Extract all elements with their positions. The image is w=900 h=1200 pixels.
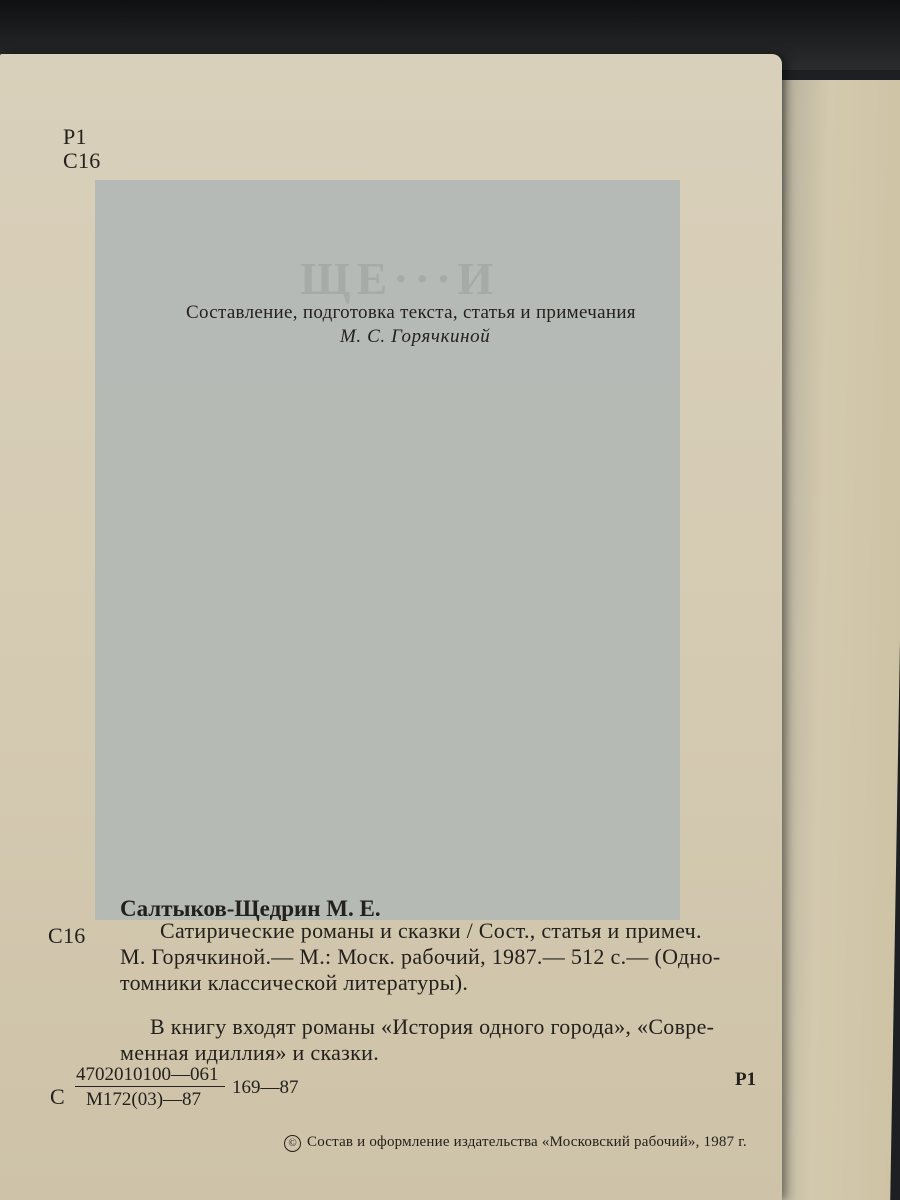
index-numerator: 4702010100—061 bbox=[76, 1064, 219, 1085]
catalog-author: Салтыков-Щедрин М. Е. bbox=[120, 896, 381, 921]
copyright-icon: © bbox=[284, 1135, 301, 1152]
catalog-line-3: томники классической литературы). bbox=[120, 970, 469, 995]
index-denominator: М172(03)—87 bbox=[86, 1089, 202, 1110]
show-through-text: ЩЕ···И bbox=[300, 253, 499, 304]
class-code: Р1 bbox=[735, 1069, 757, 1090]
code-top: Р1 bbox=[63, 124, 87, 149]
code-second: С16 bbox=[63, 148, 101, 173]
index-suffix: 169—87 bbox=[232, 1077, 299, 1098]
catalog-line-2: М. Горячкиной.— М.: Моск. рабочий, 1987.— 512 с.— (Одно- bbox=[120, 944, 721, 969]
compiled-line: Составление, подготовка текста, статья и примечания bbox=[186, 302, 636, 323]
index-prefix: С bbox=[50, 1084, 65, 1109]
annotation-line-2: менная идиллия» и сказки. bbox=[120, 1040, 380, 1065]
catalog-code: С16 bbox=[48, 923, 86, 948]
fraction-line bbox=[75, 1086, 225, 1087]
compiler-name: М. С. Горячкиной bbox=[340, 326, 491, 347]
annotation-line-1: В книгу входят романы «История одного города», «Совре- bbox=[150, 1014, 715, 1039]
copyright-text: Состав и оформление издательства «Московский рабочий», 1987 г. bbox=[307, 1134, 747, 1150]
catalog-line-1: Сатирические романы и сказки / Сост., статья и примеч. bbox=[160, 918, 702, 943]
